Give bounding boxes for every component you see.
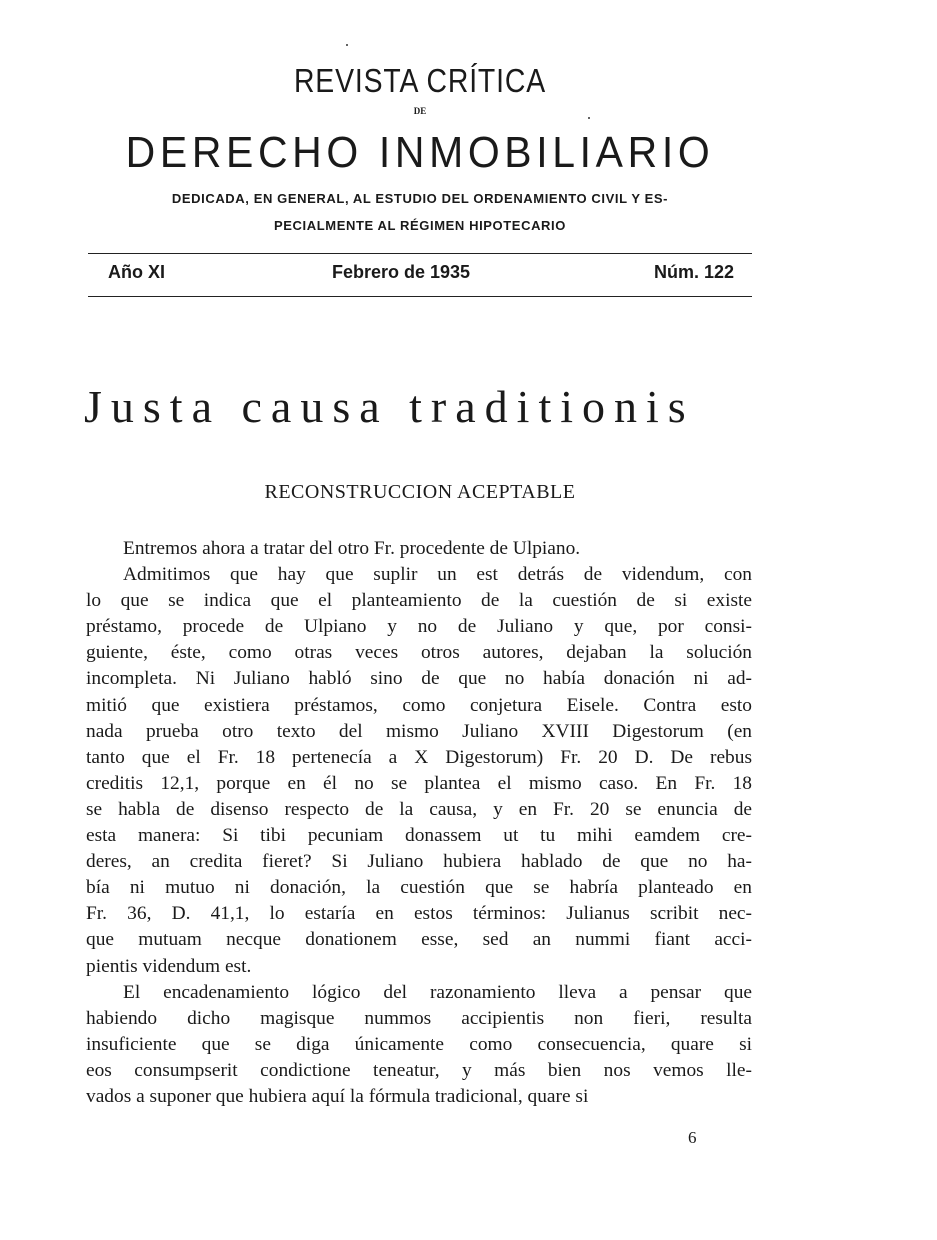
journal-main-title: DERECHO INMOBILIARIO	[125, 128, 715, 177]
speck	[346, 44, 348, 46]
text-line: creditis 12,1, porque en él no se plantea el mismo caso. En Fr. 18	[86, 772, 752, 794]
journal-subtitle-line-2: PECIALMENTE AL RÉGIMEN HIPOTECARIO	[274, 218, 566, 233]
paragraph-1	[86, 536, 752, 562]
article-title: Justa causa traditionis	[84, 381, 695, 432]
text-line: que mutuam necque donationem esse, sed an nummi fiant acci-	[86, 929, 752, 951]
text-line: se habla de disenso respecto de la causa, y en Fr. 20 se enuncia de	[86, 798, 752, 820]
text-line: deres, an credita fieret? Si Juliano hubiera hablado de que no ha-	[86, 851, 752, 873]
text-line: pientis videndum est.	[86, 955, 252, 977]
text-line: El encadenamiento lógico del razonamiento lleva a pensar que	[123, 981, 752, 1003]
issue-date: Febrero de 1935	[332, 262, 471, 282]
journal-title-de: DE	[413, 106, 427, 116]
issue-info	[108, 262, 734, 288]
text-line: préstamo, procede de Ulpiano y no de Juliano y que, por consi-	[86, 616, 752, 638]
text-line: lo que se indica que el planteamiento de la cuestión de si existe	[86, 590, 752, 612]
speck	[588, 117, 590, 119]
issue-number: Núm. 122	[653, 262, 734, 282]
text-line: insuficiente que se diga únicamente como consecuencia, quare si	[86, 1033, 752, 1055]
journal-title: REVISTA CRÍTICA	[293, 62, 547, 99]
issue-year: Año XI	[108, 262, 165, 282]
text-line: tanto que el Fr. 18 pertenecía a X Digestorum) Fr. 20 D. De rebus	[86, 746, 752, 768]
text-line: vados a suponer que hubiera aquí la fórmula tradicional, quare si	[86, 1085, 589, 1107]
paragraph-3	[86, 980, 752, 1110]
page-number: 6	[688, 1128, 697, 1147]
article-subtitle: RECONSTRUCCION ACEPTABLE	[264, 481, 576, 503]
text-line: nada prueba otro texto del mismo Juliano XVIII Digestorum (en	[86, 720, 752, 742]
journal-subtitle-line-1: DEDICADA, EN GENERAL, AL ESTUDIO DEL ORDENAMIENTO CIVIL Y ES-	[171, 191, 669, 206]
text-line: eos consumpserit condictione teneatur, y más bien nos vemos lle-	[86, 1059, 752, 1081]
divider-bottom	[88, 296, 752, 297]
article-body	[86, 536, 752, 1110]
text-line: Fr. 36, D. 41,1, lo estaría en estos términos: Julianus scribit nec-	[86, 903, 752, 925]
text-line: bía ni mutuo ni donación, la cuestión que se habría planteado en	[86, 877, 752, 899]
paragraph-2	[86, 562, 752, 980]
text-line: esta manera: Si tibi pecuniam donassem ut tu mihi eamdem cre-	[86, 825, 752, 847]
divider-top	[88, 253, 752, 254]
text-line: incompleta. Ni Juliano habló sino de que no había donación ni ad-	[86, 668, 752, 690]
text-line: guiente, éste, como otras veces otros autores, dejaban la solución	[86, 642, 752, 664]
text-line: mitió que existiera préstamos, como conjetura Eisele. Contra esto	[86, 694, 752, 716]
text-line: Entremos ahora a tratar del otro Fr. procedente de Ulpiano.	[123, 538, 581, 559]
text-line: Admitimos que hay que suplir un est detrás de videndum, con	[123, 564, 752, 586]
text-line: habiendo dicho magisque nummos accipientis non fieri, resulta	[86, 1007, 752, 1029]
